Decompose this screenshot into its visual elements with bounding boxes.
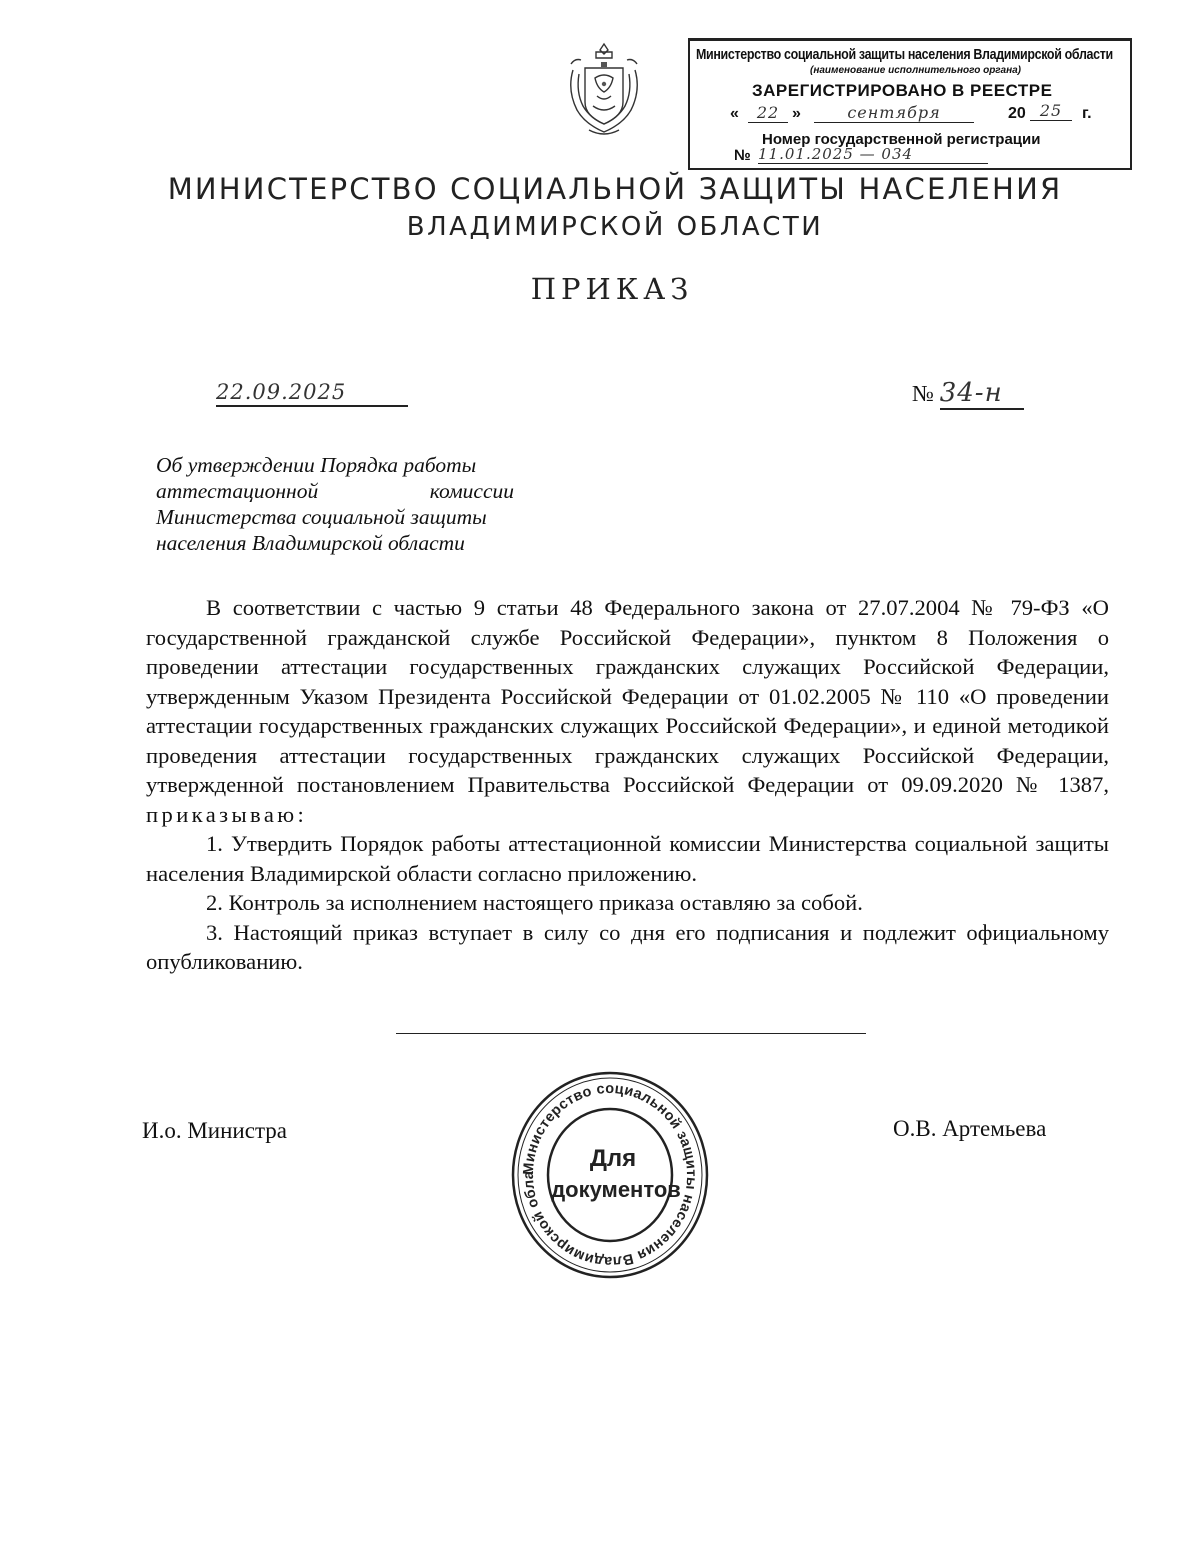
order-date: 22.09.2025	[216, 380, 408, 407]
stamp-registered-label: ЗАРЕГИСТРИРОВАНО В РЕЕСТРЕ	[752, 81, 1053, 100]
order-number-value: 34-н	[940, 378, 1024, 410]
seal-center-line2: документов	[551, 1177, 681, 1202]
order-number	[912, 378, 1024, 410]
order-number-prefix: №	[912, 381, 934, 406]
stamp-note: (наименование исполнительного органа)	[810, 65, 1022, 76]
document-type-title: ПРИКАЗ	[530, 272, 694, 306]
stamp-number-row	[734, 147, 1034, 169]
stamp-number-value: 11.01.2025 — 034	[758, 145, 988, 164]
preamble-paragraph	[146, 593, 1109, 829]
stamp-number-label: Номер государственной регистрации	[762, 131, 1041, 148]
registration-stamp	[688, 38, 1132, 170]
signatory-name: О.В. Артемьева	[893, 1116, 1047, 1141]
seal-center-line1: Для	[589, 1145, 637, 1172]
seal-ring-text: Министерство социальной защиты населения Владимирской обла	[520, 1080, 700, 1270]
subject-line: населения Владимирской области	[156, 531, 465, 555]
subject-line: аттестационной комиссии	[156, 479, 514, 503]
ministry-name-line1: МИНИСТЕРСТВО СОЦИАЛЬНОЙ ЗАЩИТЫ НАСЕЛЕНИЯ	[167, 172, 1063, 206]
ministry-name-line2: ВЛАДИМИРСКОЙ ОБЛАСТИ	[406, 212, 824, 242]
order-item-3: 3. Настоящий приказ вступает в силу со дня его подписания и подлежит официальному опубликованию.	[146, 919, 1109, 974]
official-seal	[510, 1070, 710, 1280]
preamble-text: В соответствии с частью 9 статьи 48 Федерального закона от 27.07.2004 № 79-ФЗ «О государственной гражданской службе Российской Федерации», пунктом 8 Положения о проведении аттестации государственных гражданских служащих Российской Федерации, утвержденным Указом Президента Российской Федерации от 01.02.2005 № 110 «О проведении аттестации государственных гражданских служащих Российской Федерации», и единой методикой проведения аттестации государственных гражданских служащих Российской Федерации, утвержденной постановлением Правительства Российской Федерации от 09.09.2020 № 1387,	[146, 595, 1109, 797]
subject-line: Об утверждении Порядка работы	[156, 453, 477, 477]
order-item-1: 1. Утвердить Порядок работы аттестационной комиссии Министерства социальной защиты населения Владимирской области согласно приложению.	[146, 831, 1109, 886]
stamp-date-month: сентября	[814, 103, 974, 123]
stamp-date-close-quote: »	[792, 105, 801, 122]
stamp-date-day: 22	[748, 103, 788, 123]
order-item-2: 2. Контроль за исполнением настоящего приказа оставляю за собой.	[206, 890, 863, 915]
coat-of-arms-emblem	[563, 40, 645, 140]
stamp-date-row	[730, 101, 1110, 129]
order-subject	[156, 452, 514, 556]
order-body	[146, 593, 1109, 977]
stamp-year-suffix: 25	[1030, 101, 1072, 121]
separator-line	[396, 1033, 866, 1034]
subject-line: Министерства социальной защиты	[156, 505, 487, 529]
stamp-number-prefix: №	[734, 147, 751, 164]
signatory-title: И.о. Министра	[142, 1118, 287, 1143]
stamp-date-open-quote: «	[730, 105, 739, 122]
stamp-year-prefix: 20	[1008, 105, 1026, 122]
stamp-year-abbrev: г.	[1082, 105, 1092, 122]
order-word: приказываю:	[146, 801, 308, 827]
stamp-ministry-name: Министерство социальной защиты населения Владимирской области	[696, 47, 1113, 63]
